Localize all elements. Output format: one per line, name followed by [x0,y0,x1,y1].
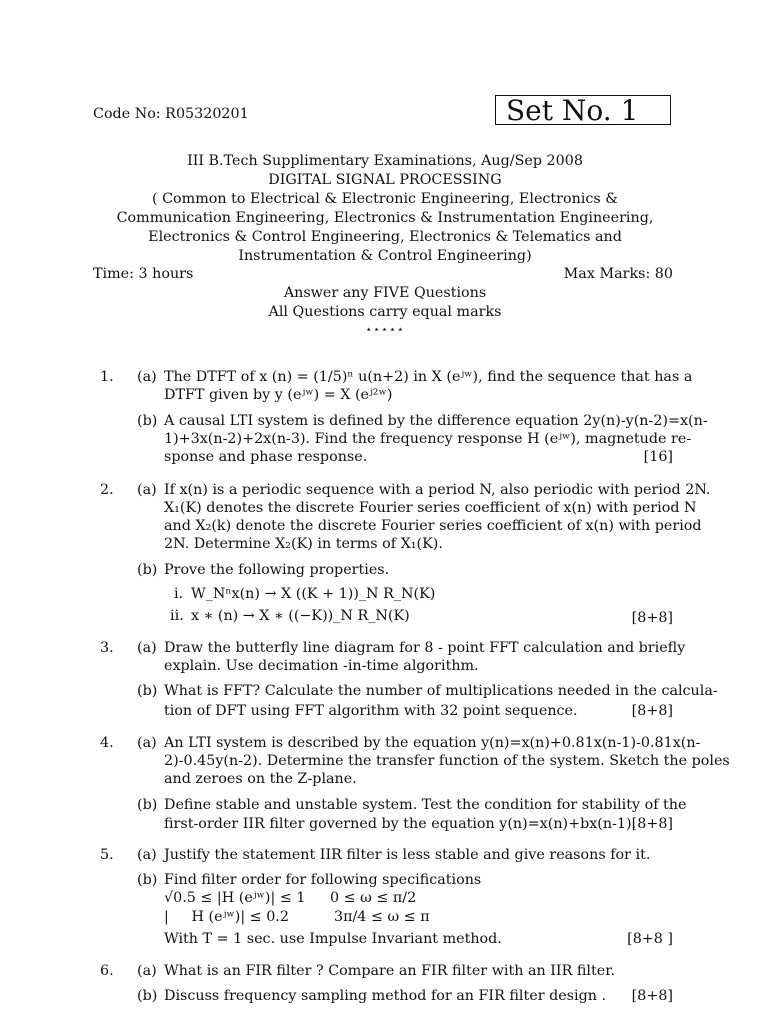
q4a-line-2: 2)-0.45y(n-2). Determine the transfer function of the system. Sketch the poles [164,753,730,769]
q5a-label: (a) [137,847,157,863]
q4a-label: (a) [137,735,157,751]
q2-number: 2. [100,482,114,498]
q4-number: 4. [100,735,114,751]
common-line-4: Instrumentation & Control Engineering) [238,248,532,264]
q2b-line-1: Prove the following properties. [164,562,390,578]
q6-number: 6. [100,963,114,979]
subject-title: DIGITAL SIGNAL PROCESSING [268,172,502,188]
q3b-label: (b) [137,683,158,699]
code-number: Code No: R05320201 [93,106,249,122]
q6b-line-1: Discuss frequency sampling method for an FIR filter design . [164,988,607,1004]
q4a-line-1: An LTI system is described by the equation y(n)=x(n)+0.81x(n-1)-0.81x(n- [164,735,701,751]
q5b-label: (b) [137,872,158,888]
q6b-label: (b) [137,988,158,1004]
q1b-label: (b) [137,413,158,429]
q3a-label: (a) [137,640,157,656]
q3b-line-1: What is FFT? Calculate the number of multiplications needed in the calcula- [164,683,718,699]
q3a-line-1: Draw the butterfly line diagram for 8 - point FFT calculation and briefly [164,640,686,656]
q4b-line-1: Define stable and unstable system. Test the condition for stability of the [164,797,687,813]
q6-marks: [8+8] [631,988,673,1004]
q6a-label: (a) [137,963,157,979]
q5b-line-1: Find filter order for following specifications [164,872,482,888]
q5b-line-2: With T = 1 sec. use Impulse Invariant method. [164,931,502,947]
q4b-label: (b) [137,797,158,813]
q1a-line-2: DTFT given by y (eʲʷ) = X (eʲ²ʷ) [164,387,393,403]
q5b-spec1-right: 0 ≤ ω ≤ π/2 [330,890,417,906]
common-line-1: ( Common to Electrical & Electronic Engineering, Electronics & [152,191,618,207]
set-number-box: Set No. 1 [495,95,671,125]
q2a-line-3: and X₂(k) denote the discrete Fourier series coefficient of x(n) with period [164,518,702,534]
q2a-label: (a) [137,482,157,498]
q2b-ii-label: ii. [170,608,184,624]
common-line-3: Electronics & Control Engineering, Electronics & Telematics and [148,229,622,245]
max-marks: Max Marks: 80 [563,266,673,282]
q5b-spec1-left: √0.5 ≤ |H (eʲʷ)| ≤ 1 [164,890,306,906]
q3b-line-2: tion of DFT using FFT algorithm with 32 point sequence. [164,703,578,719]
q2-marks: [8+8] [631,610,673,626]
q1b-line-3: sponse and phase response. [164,449,368,465]
exam-title: III B.Tech Supplimentary Examinations, Aug/Sep 2008 [187,153,583,169]
q5-marks: [8+8 ] [627,931,673,947]
q1-marks: [16] [643,449,673,465]
q1a-label: (a) [137,369,157,385]
q3a-line-2: explain. Use decimation -in-time algorithm. [164,658,479,674]
q5b-spec2-left: | H (eʲʷ)| ≤ 0.2 [164,909,289,925]
q4a-line-3: and zeroes on the Z-plane. [164,771,357,787]
q4b-line-2: first-order IIR filter governed by the equation y(n)=x(n)+bx(n-1). [164,816,637,832]
stars-divider: ⋆⋆⋆⋆⋆ [365,323,405,336]
q5-number: 5. [100,847,114,863]
q2a-line-4: 2N. Determine X₂(K) in terms of X₁(K). [164,536,443,552]
q6a-line-1: What is an FIR filter ? Compare an FIR filter with an IIR filter. [164,963,616,979]
q1-number: 1. [100,369,114,385]
q1b-line-1: A causal LTI system is defined by the difference equation 2y(n)-y(n-2)=x(n- [164,413,708,429]
instruction-1: Answer any FIVE Questions [283,285,487,301]
q2a-line-2: X₁(K) denotes the discrete Fourier series coefficient of x(n) with period N [164,500,697,516]
time-marks-row [93,266,673,282]
q2a-line-1: If x(n) is a periodic sequence with a period N, also periodic with period 2N. [164,482,711,498]
q2b-label: (b) [137,562,158,578]
q2b-ii-text: x ∗ (n) → X ∗ ((−K))_N R_N(K) [191,608,410,624]
common-line-2: Communication Engineering, Electronics & Instrumentation Engineering, [116,210,654,226]
q5a-line-1: Justify the statement IIR filter is less stable and give reasons for it. [164,847,651,863]
q3-marks: [8+8] [631,703,673,719]
q3-number: 3. [100,640,114,656]
q2b-i-text: W_Nⁿx(n) → X ((K + 1))_N R_N(K) [191,586,436,602]
q4-marks: [8+8] [631,816,673,832]
q5b-spec2-right: 3π/4 ≤ ω ≤ π [334,909,430,925]
q1b-line-2: 1)+3x(n-2)+2x(n-3). Find the frequency response H (eʲʷ), magnetude re- [164,431,692,447]
time-allowed: Time: 3 hours [93,266,194,282]
instruction-2: All Questions carry equal marks [268,304,502,320]
q2b-i-label: i. [174,586,184,602]
q1a-line-1: The DTFT of x (n) = (1/5)ⁿ u(n+2) in X (eʲʷ), find the sequence that has a [164,369,693,385]
